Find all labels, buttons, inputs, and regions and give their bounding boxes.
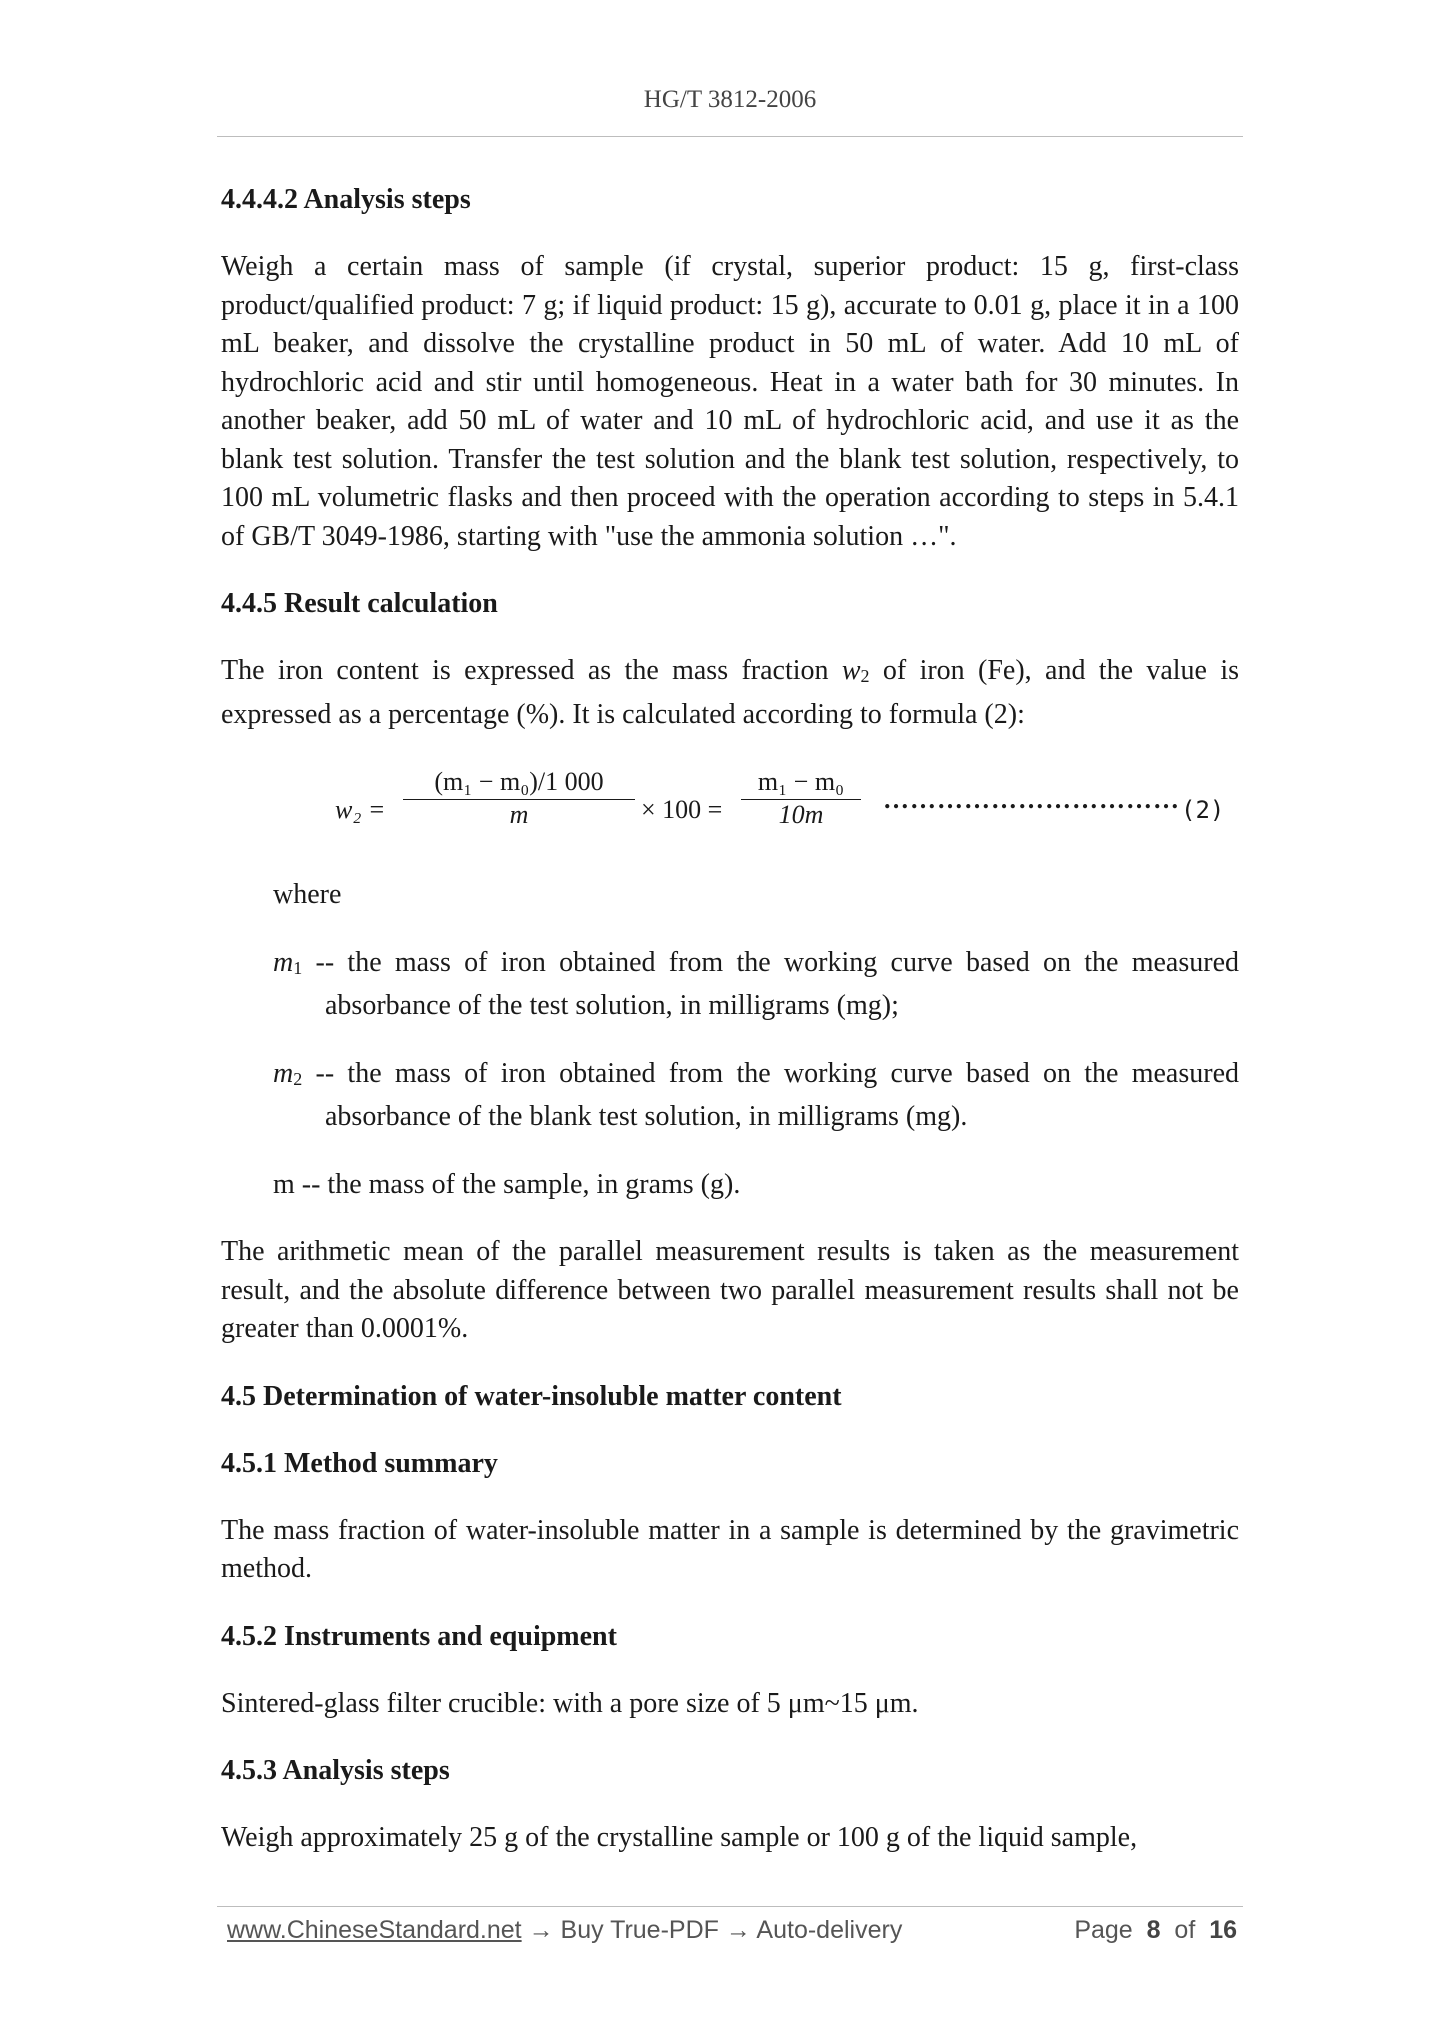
section-4-5-2-heading: 4.5.2 Instruments and equipment	[221, 1620, 617, 1652]
section-4-4-5-heading: 4.4.5 Result calculation	[221, 588, 498, 619]
page-word: Page	[1074, 1916, 1133, 1944]
footer-links	[227, 1916, 902, 1945]
formula-multiplier: × 100 =	[641, 795, 723, 824]
symbol-w: w	[841, 655, 861, 686]
section-4-4-4-2-heading: 4.4.4.2 Analysis steps	[221, 184, 471, 215]
section-4-5-3-paragraph: Weigh approximately 25 g of the crystalline sample or 100 g of the liquid sample,	[221, 1822, 1138, 1853]
website-link[interactable]: www.ChineseStandard.net	[227, 1916, 522, 1944]
symbol-m: m	[273, 946, 294, 978]
of-word: of	[1174, 1916, 1196, 1944]
section-4-5-2-paragraph: Sintered-glass filter crucible: with a pore size of 5 μm~15 μm.	[221, 1687, 919, 1719]
text-fragment: The iron content is expressed as the mass fraction	[221, 655, 842, 686]
footer-rule	[217, 1906, 1243, 1907]
text-fragment: of iron (Fe), and the value is expressed as a percentage (%). It is calculated according to formula (2):	[221, 655, 1240, 730]
symbol-subscript: 1	[293, 957, 303, 978]
section-4-4-5-paragraph	[221, 652, 1239, 734]
symbol-subscript: 2	[860, 666, 870, 686]
definition-m: m -- the mass of the sample, in grams (g).	[273, 1168, 741, 1200]
fraction-numerator: m₁ − m₀	[741, 767, 861, 800]
fraction-denominator: 10m	[778, 800, 824, 829]
fraction-numerator: (m₁ − m₀)/1 000	[403, 767, 635, 800]
arrow-icon: →	[521, 1916, 561, 1944]
mean-paragraph: The arithmetic mean of the parallel measurement results is taken as the measurement result, and the absolute difference between two parallel measurement results shall not be greater than 0.0001%.	[221, 1236, 1239, 1344]
auto-delivery-text: Auto-delivery	[756, 1916, 903, 1944]
page-content	[221, 181, 1239, 1887]
section-4-5-1-paragraph: The mass fraction of water-insoluble matter in a sample is determined by the gravimetric method.	[221, 1514, 1239, 1584]
formula-fraction-1	[403, 767, 635, 830]
definition-m1	[273, 944, 1239, 1026]
arrow-icon: →	[718, 1916, 757, 1944]
where-label: where	[273, 879, 342, 910]
definition-text: -- the mass of iron obtained from the working curve based on the measured absorbance of the blank test solution, in milligrams (mg).	[302, 1057, 1239, 1132]
section-4-5-3-heading: 4.5.3 Analysis steps	[221, 1755, 450, 1786]
symbol-m: m	[273, 1057, 294, 1089]
formula-lhs: w₂ =	[335, 795, 386, 824]
formula-2	[221, 763, 1239, 851]
formula-number: (2)	[1181, 796, 1225, 824]
header-rule	[217, 136, 1243, 137]
definition-text: -- the mass of iron obtained from the working curve based on the measured absorbance of the test solution, in milligrams (mg);	[302, 946, 1239, 1021]
section-4-5-heading: 4.5 Determination of water-insoluble matter content	[221, 1380, 842, 1412]
current-page-number: 8	[1146, 1916, 1161, 1944]
page-indicator	[1074, 1916, 1237, 1945]
section-4-4-4-2-paragraph: Weigh a certain mass of sample (if crystal, superior product: 15 g, first-class product/qualified product: 7 g; if liquid product: 15 g), accurate to 0.01 g, place it in a 100 mL beaker, and dissolve the crystalline product in 50 mL of water. Add 10 mL of hydrochloric acid and stir until homogeneous. Heat in a water bath for 30 minutes. In another beaker, add 50 mL of water and 10 mL of hydrochloric acid, and use it as the blank test solution. Transfer the test solution and the blank test solution, respectively, to 100 mL volumetric flasks and then proceed with the operation according to steps in 5.4.1 of GB/T 3049-1986, starting with "use the ammonia solution …".	[221, 251, 1239, 552]
formula-leader-dots: ……………………………	[883, 785, 1180, 814]
total-pages-number: 16	[1209, 1916, 1237, 1944]
section-4-5-1-heading: 4.5.1 Method summary	[221, 1447, 498, 1479]
document-header: HG/T 3812-2006	[643, 86, 817, 113]
buy-pdf-text: Buy True-PDF	[560, 1916, 719, 1944]
formula-fraction-2	[741, 767, 861, 830]
definition-m2	[273, 1055, 1239, 1137]
symbol-subscript: 2	[293, 1068, 303, 1089]
fraction-denominator: m	[509, 800, 529, 829]
